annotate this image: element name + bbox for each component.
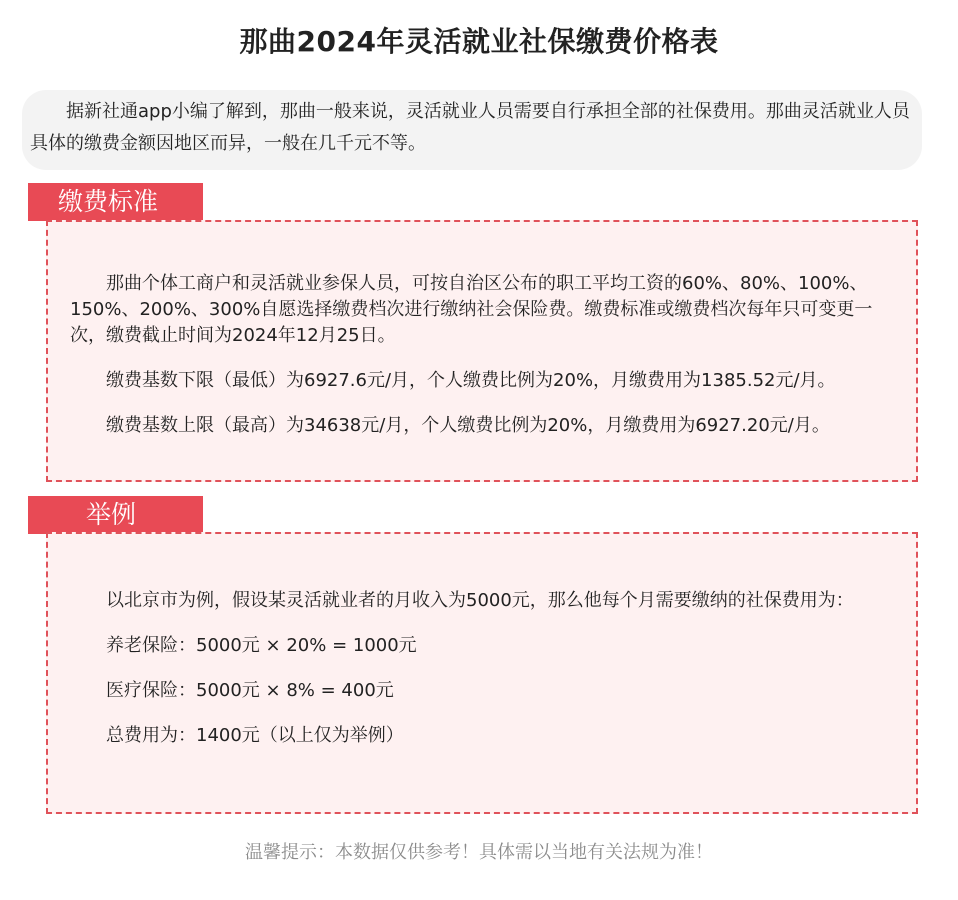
example-section-box [46, 532, 918, 814]
example-total-line: 总费用为：1400元（以上仅为举例） [106, 725, 404, 746]
standard-paragraph-3: 缴费基数上限（最高）为34638元/月，个人缴费比例为20%，月缴费用为6927.20元/月。 [106, 415, 830, 436]
standard-section-box [46, 220, 918, 482]
example-section-header: 举例 [28, 496, 203, 534]
footer-note: 温馨提示：本数据仅供参考！具体需以当地有关法规为准！ [245, 842, 713, 863]
page-title: 那曲2024年灵活就业社保缴费价格表 [239, 25, 719, 58]
standard-section-header: 缴费标准 [28, 183, 203, 221]
intro-text: 据新社通app小编了解到，那曲一般来说，灵活就业人员需要自行承担全部的社保费用。那曲灵活就业人员具体的缴费金额因地区而异，一般在几千元不等。 [30, 101, 910, 154]
example-paragraph-1: 以北京市为例，假设某灵活就业者的月收入为5000元，那么他每个月需要缴纳的社保费用为： [106, 590, 854, 611]
standard-paragraph-1: 那曲个体工商户和灵活就业参保人员，可按自治区公布的职工平均工资的60%、80%、100%、150%、200%、300%自愿选择缴费档次进行缴纳社会保险费。缴费标准或缴费档次每年只可变更一次，缴费截止时间为2024年12月25日。 [70, 273, 873, 346]
example-pension-line: 养老保险：5000元 × 20% = 1000元 [106, 635, 417, 656]
example-medical-line: 医疗保险：5000元 × 8% = 400元 [106, 680, 394, 701]
standard-paragraph-2: 缴费基数下限（最低）为6927.6元/月，个人缴费比例为20%，月缴费用为1385.52元/月。 [106, 370, 836, 391]
intro-box [22, 90, 922, 170]
